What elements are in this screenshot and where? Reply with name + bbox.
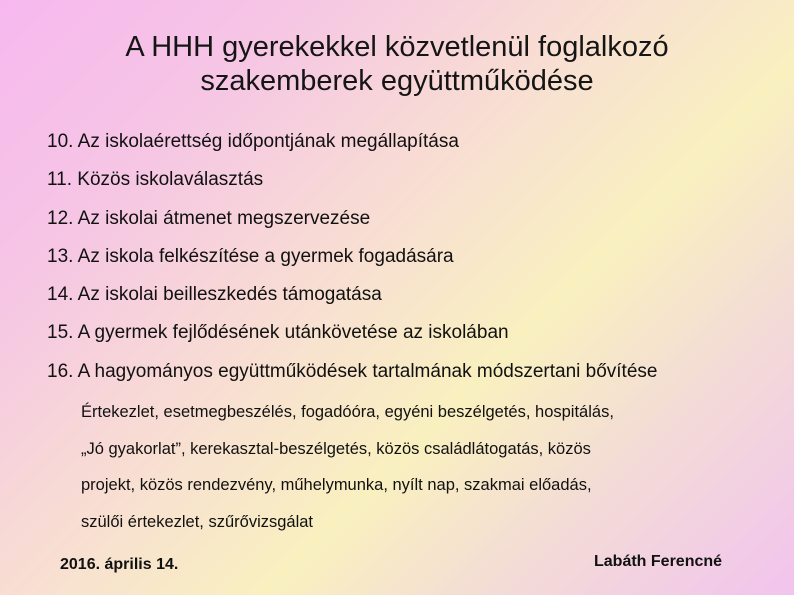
details-line: szülői értekezlet, szűrővizsgálat — [81, 513, 314, 532]
topic-item: 10. Az iskolaérettség időpontjának megállapítása — [47, 131, 459, 152]
topic-item: 14. Az iskolai beilleszkedés támogatása — [47, 284, 382, 306]
topic-item: 12. Az iskolai átmenet megszervezése — [47, 207, 371, 229]
slide-title-line-2: szakemberek együttműködése — [200, 65, 594, 97]
topic-list — [47, 130, 657, 398]
topic-item: 11. Közös iskolaválasztás — [47, 169, 264, 191]
slide-title — [20, 30, 774, 98]
footer-date: 2016. április 14. — [60, 556, 179, 573]
slide-title-line-1: A HHH gyerekekkel közvetlenül foglalkozó — [125, 31, 669, 63]
cooperation-forms-text — [81, 401, 761, 548]
details-line: Értekezlet, esetmegbeszélés, fogadóóra, egyéni beszélgetés, hospitálás, — [81, 403, 614, 421]
footer-author: Lab‍áth Ferencné — [594, 553, 723, 570]
topic-item: 16. A hagyományos együttműködések tartalmának módszertani bővítése — [47, 360, 658, 382]
details-line: „Jó gyakorlat”, kerekasztal-beszélgetés, közös családlátogatás, közös — [81, 439, 591, 458]
topic-item: 15. A gyermek fejlődésének utánkövetése az iskolában — [47, 322, 509, 344]
details-line: projekt, közös rendezvény, műhelymunka, nyílt nap, szakmai előadás, — [81, 476, 592, 495]
topic-item: 13. Az iskola felkészítése a gyermek fogadására — [47, 245, 454, 267]
